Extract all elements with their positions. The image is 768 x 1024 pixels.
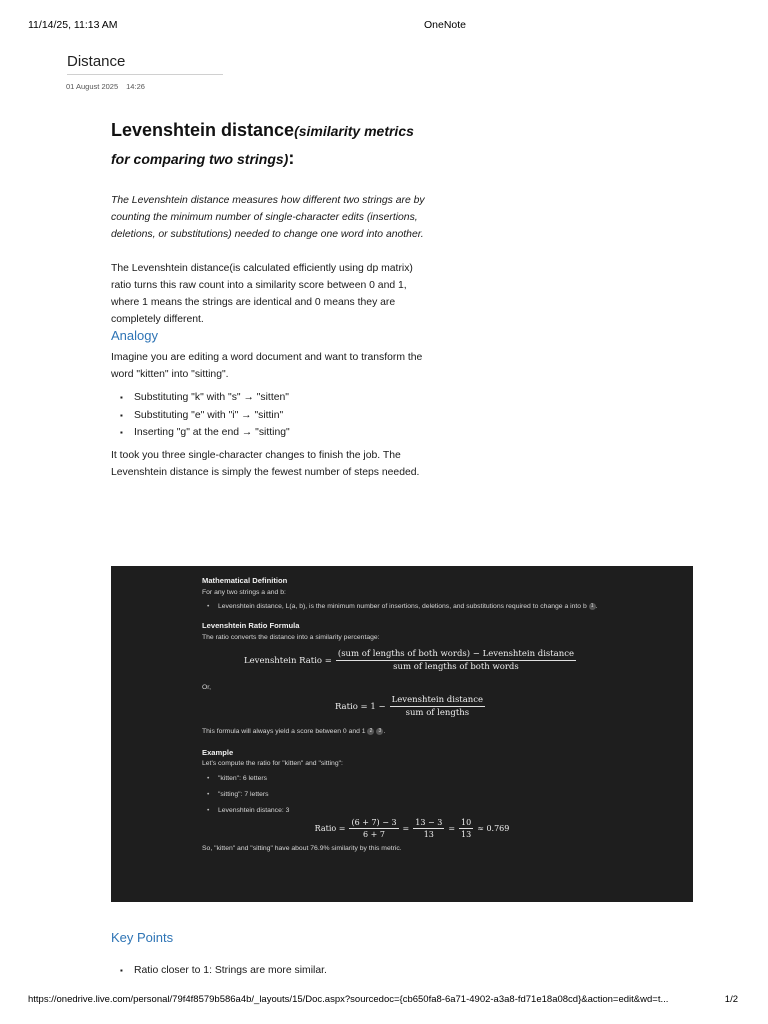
- citation-badge: 3: [376, 728, 383, 735]
- intro-paragraph: The Levenshtein distance measures how different two strings are by counting the minimum number of single-character edits (insertions, deletions, or substitutions) needed to change one word into another.: [111, 195, 425, 240]
- list-item: • Levenshtein distance: 3: [218, 805, 622, 816]
- fraction-numerator: 10: [461, 818, 472, 827]
- formula-fraction: [336, 649, 576, 672]
- list-item: ▪ Substituting "k" with "s" → "sitten": [134, 389, 429, 407]
- range-note: This formula will always yield a score between 0 and 1 2 3 .: [202, 727, 386, 735]
- range-note-text: This formula will always yield a score between 0 and 1: [202, 728, 366, 735]
- citation-badge: 2: [367, 728, 374, 735]
- list-item: ▪ Ratio closer to 1: Strings are more similar.: [134, 962, 534, 979]
- heading-colon: :: [288, 148, 295, 168]
- definition-item-text: Levenshtein distance, L(a, b), is the minimum number of insertions, deletions, and substitutions required to change a into b: [218, 603, 587, 610]
- fraction-denominator: sum of lengths of both words: [393, 662, 519, 672]
- formula-result: ≈ 0.769: [477, 824, 510, 833]
- fraction-denominator: 13: [423, 830, 434, 839]
- page-date: [66, 82, 145, 91]
- list-item: ▪ Substituting "e" with "i" → "sittin": [134, 407, 429, 425]
- fraction-denominator: 13: [461, 830, 472, 839]
- heading-subtitle: (similarity metrics for comparing two strings): [111, 123, 414, 167]
- list-item: • "sitting": 7 letters: [218, 789, 622, 800]
- list-item: • "kitten": 6 letters: [218, 773, 622, 784]
- example-intro: Let's compute the ratio for "kitten" and "sitting":: [202, 760, 343, 767]
- fraction-numerator: Levenshtein distance: [391, 695, 484, 705]
- example-list: [202, 773, 622, 816]
- main-heading: [111, 117, 429, 173]
- fraction-numerator: 13 − 3: [415, 818, 443, 827]
- title-divider: [67, 74, 223, 75]
- list-item: • Levenshtein distance, L(a, b), is the minimum number of insertions, deletions, and substitutions required to change a into b 1 .: [218, 601, 622, 612]
- formula-fraction: [459, 818, 473, 839]
- print-page-number: 1/2: [724, 994, 738, 1005]
- example-heading: Example: [202, 748, 234, 757]
- ratio-formula-intro: The ratio converts the distance into a similarity percentage:: [202, 634, 380, 641]
- analogy-conclusion: It took you three single-character changes to finish the job. The Levenshtein distance is simply the fewest number of steps needed.: [111, 449, 420, 478]
- definition-intro: For any two strings a and b:: [202, 589, 286, 596]
- fraction-numerator: (sum of lengths of both words) − Levenshtein distance: [337, 649, 575, 659]
- analogy-steps-list: [111, 389, 429, 442]
- key-points-list: [111, 962, 534, 979]
- definition-list: [202, 601, 622, 612]
- page-title[interactable]: Distance: [67, 53, 126, 70]
- example-formula: [202, 818, 622, 839]
- citation-badge: 1: [589, 603, 596, 610]
- print-header: [0, 19, 768, 33]
- print-datetime: 11/14/25, 11:13 AM: [28, 19, 118, 31]
- note-content[interactable]: [111, 117, 429, 481]
- analogy-heading: Analogy: [111, 328, 158, 343]
- fraction-denominator: 6 + 7: [363, 830, 385, 839]
- definition-heading: Mathematical Definition: [202, 576, 288, 585]
- equals-sign: =: [402, 824, 410, 833]
- page-time-value: 14:26: [126, 82, 145, 91]
- ratio-formula-2: [202, 695, 622, 718]
- key-points-heading: Key Points: [111, 930, 174, 945]
- math-definition-image: [111, 566, 693, 902]
- heading-main: Levenshtein distance: [111, 120, 295, 140]
- print-footer: [0, 994, 768, 1008]
- ratio-formula-heading: Levenshtein Ratio Formula: [202, 621, 300, 630]
- ratio-formula-1: [202, 649, 622, 672]
- formula-fraction: [390, 695, 485, 718]
- print-url: https://onedrive.live.com/personal/79f4f8579b586a4b/_layouts/15/Doc.aspx?sourcedoc={cb650fa8-6a71-4902-a3a8-fd71e18a08cd}&action=edit&wd=t...: [28, 994, 669, 1005]
- equals-sign: =: [448, 824, 456, 833]
- formula-lhs: Levenshtein Ratio =: [243, 655, 332, 666]
- list-item: ▪ Inserting "g" at the end → "sitting": [134, 424, 429, 442]
- analogy-intro: Imagine you are editing a word document and want to transform the word "kitten" into "sitting".: [111, 352, 423, 380]
- or-label: Or,: [202, 684, 212, 691]
- formula-fraction: [413, 818, 444, 839]
- formula-fraction: [349, 818, 398, 839]
- ratio-paragraph: The Levenshtein distance(is calculated efficiently using dp matrix) ratio turns this raw count into a similarity score between 0 and 1, where 1 means the strings are identical and 0 means they are completely different.: [111, 263, 413, 325]
- fraction-denominator: sum of lengths: [405, 708, 470, 718]
- page-date-value: 01 August 2025: [66, 82, 119, 91]
- fraction-numerator: (6 + 7) − 3: [351, 818, 397, 827]
- example-summary: So, "kitten" and "sitting" have about 76.9% similarity by this metric.: [202, 845, 402, 852]
- print-app-name: OneNote: [423, 19, 467, 31]
- formula-lhs: Ratio = 1 −: [334, 701, 386, 712]
- formula-lhs: Ratio =: [314, 824, 346, 833]
